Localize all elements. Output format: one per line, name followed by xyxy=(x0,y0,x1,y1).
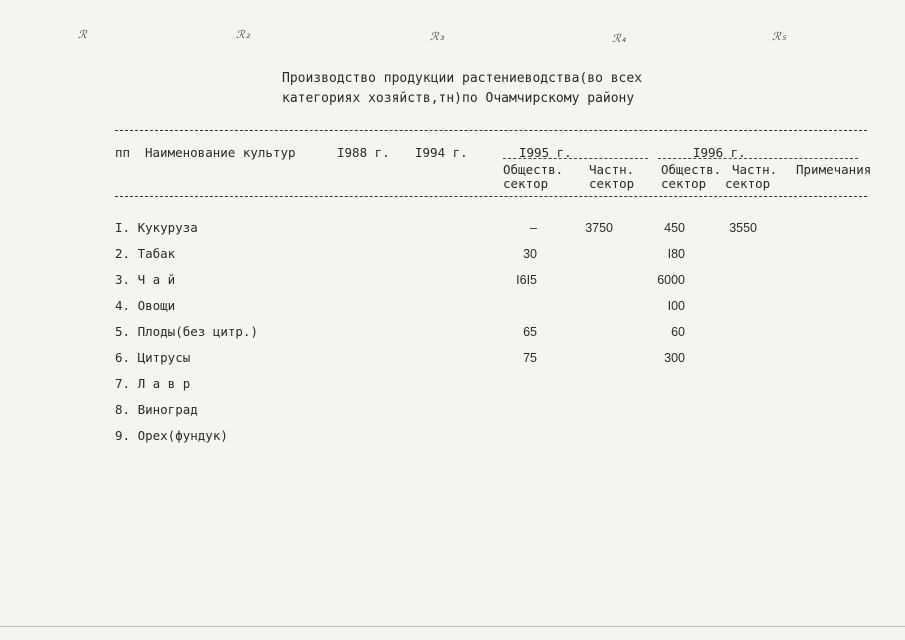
table-row-label: 5. Плоды(без цитр.) xyxy=(115,324,258,339)
subheader-rule-1996 xyxy=(658,158,858,159)
header-number: пп xyxy=(115,145,131,160)
table-row-label: 7. Л а в р xyxy=(115,376,191,391)
table-row-label: 3. Ч а й xyxy=(115,272,176,287)
table-cell: 60 xyxy=(671,325,685,339)
margin-mark: ℛ₃ xyxy=(430,30,446,43)
table-row-label: 8. Виноград xyxy=(115,402,198,417)
table-cell: – xyxy=(530,221,537,235)
table-cell: 3750 xyxy=(585,221,613,235)
header-year-1988: I988 г. xyxy=(337,145,390,160)
table-top-rule xyxy=(115,130,867,131)
header-bottom-rule xyxy=(115,196,867,197)
scan-edge xyxy=(0,626,905,627)
table-cell: 75 xyxy=(523,351,537,365)
header-private-sector-1995-sub: сектор xyxy=(589,176,635,191)
header-public-sector-1996: Обществ. xyxy=(661,162,722,177)
table-cell: I80 xyxy=(667,247,685,261)
header-public-sector-1995: Обществ. xyxy=(503,162,564,177)
table-row-label: 2. Табак xyxy=(115,246,176,261)
table-row-label: 9. Орех(фундук) xyxy=(115,428,228,443)
header-private-sector-1996: Частн. xyxy=(732,162,778,177)
margin-mark: ℛ₅ xyxy=(772,30,788,43)
subheader-rule-1995 xyxy=(503,158,648,159)
header-public-sector-1996-sub: сектор xyxy=(661,176,707,191)
table-row-label: 6. Цитрусы xyxy=(115,350,191,365)
table-cell: 450 xyxy=(664,221,685,235)
header-year-1996: I996 г. xyxy=(693,145,746,160)
header-private-sector-1995: Частн. xyxy=(589,162,635,177)
document-title-line-1: Производство продукции растениеводства(во всех xyxy=(282,71,643,86)
table-row-label: I. Кукуруза xyxy=(115,220,198,235)
header-notes: Примечания xyxy=(796,162,872,177)
header-public-sector-1995-sub: сектор xyxy=(503,176,549,191)
table-cell: 65 xyxy=(523,325,537,339)
header-crop-name: Наименование культур xyxy=(145,145,296,160)
document-title-line-2: категориях хозяйств,тн)по Очамчирскому району xyxy=(282,91,635,106)
table-cell: 6000 xyxy=(657,273,685,287)
header-year-1995: I995 г. xyxy=(519,145,572,160)
table-cell: I00 xyxy=(667,299,685,313)
header-private-sector-1996-sub: сектор xyxy=(725,176,771,191)
table-cell: I6I5 xyxy=(516,273,537,287)
margin-mark: ℛ₂ xyxy=(236,28,252,41)
margin-mark: ℛ₄ xyxy=(612,32,628,45)
table-cell: 30 xyxy=(523,247,537,261)
header-year-1994: I994 г. xyxy=(415,145,468,160)
margin-mark: ℛ xyxy=(78,28,87,41)
table-cell: 300 xyxy=(664,351,685,365)
table-cell: 3550 xyxy=(729,221,757,235)
table-row-label: 4. Овощи xyxy=(115,298,176,313)
